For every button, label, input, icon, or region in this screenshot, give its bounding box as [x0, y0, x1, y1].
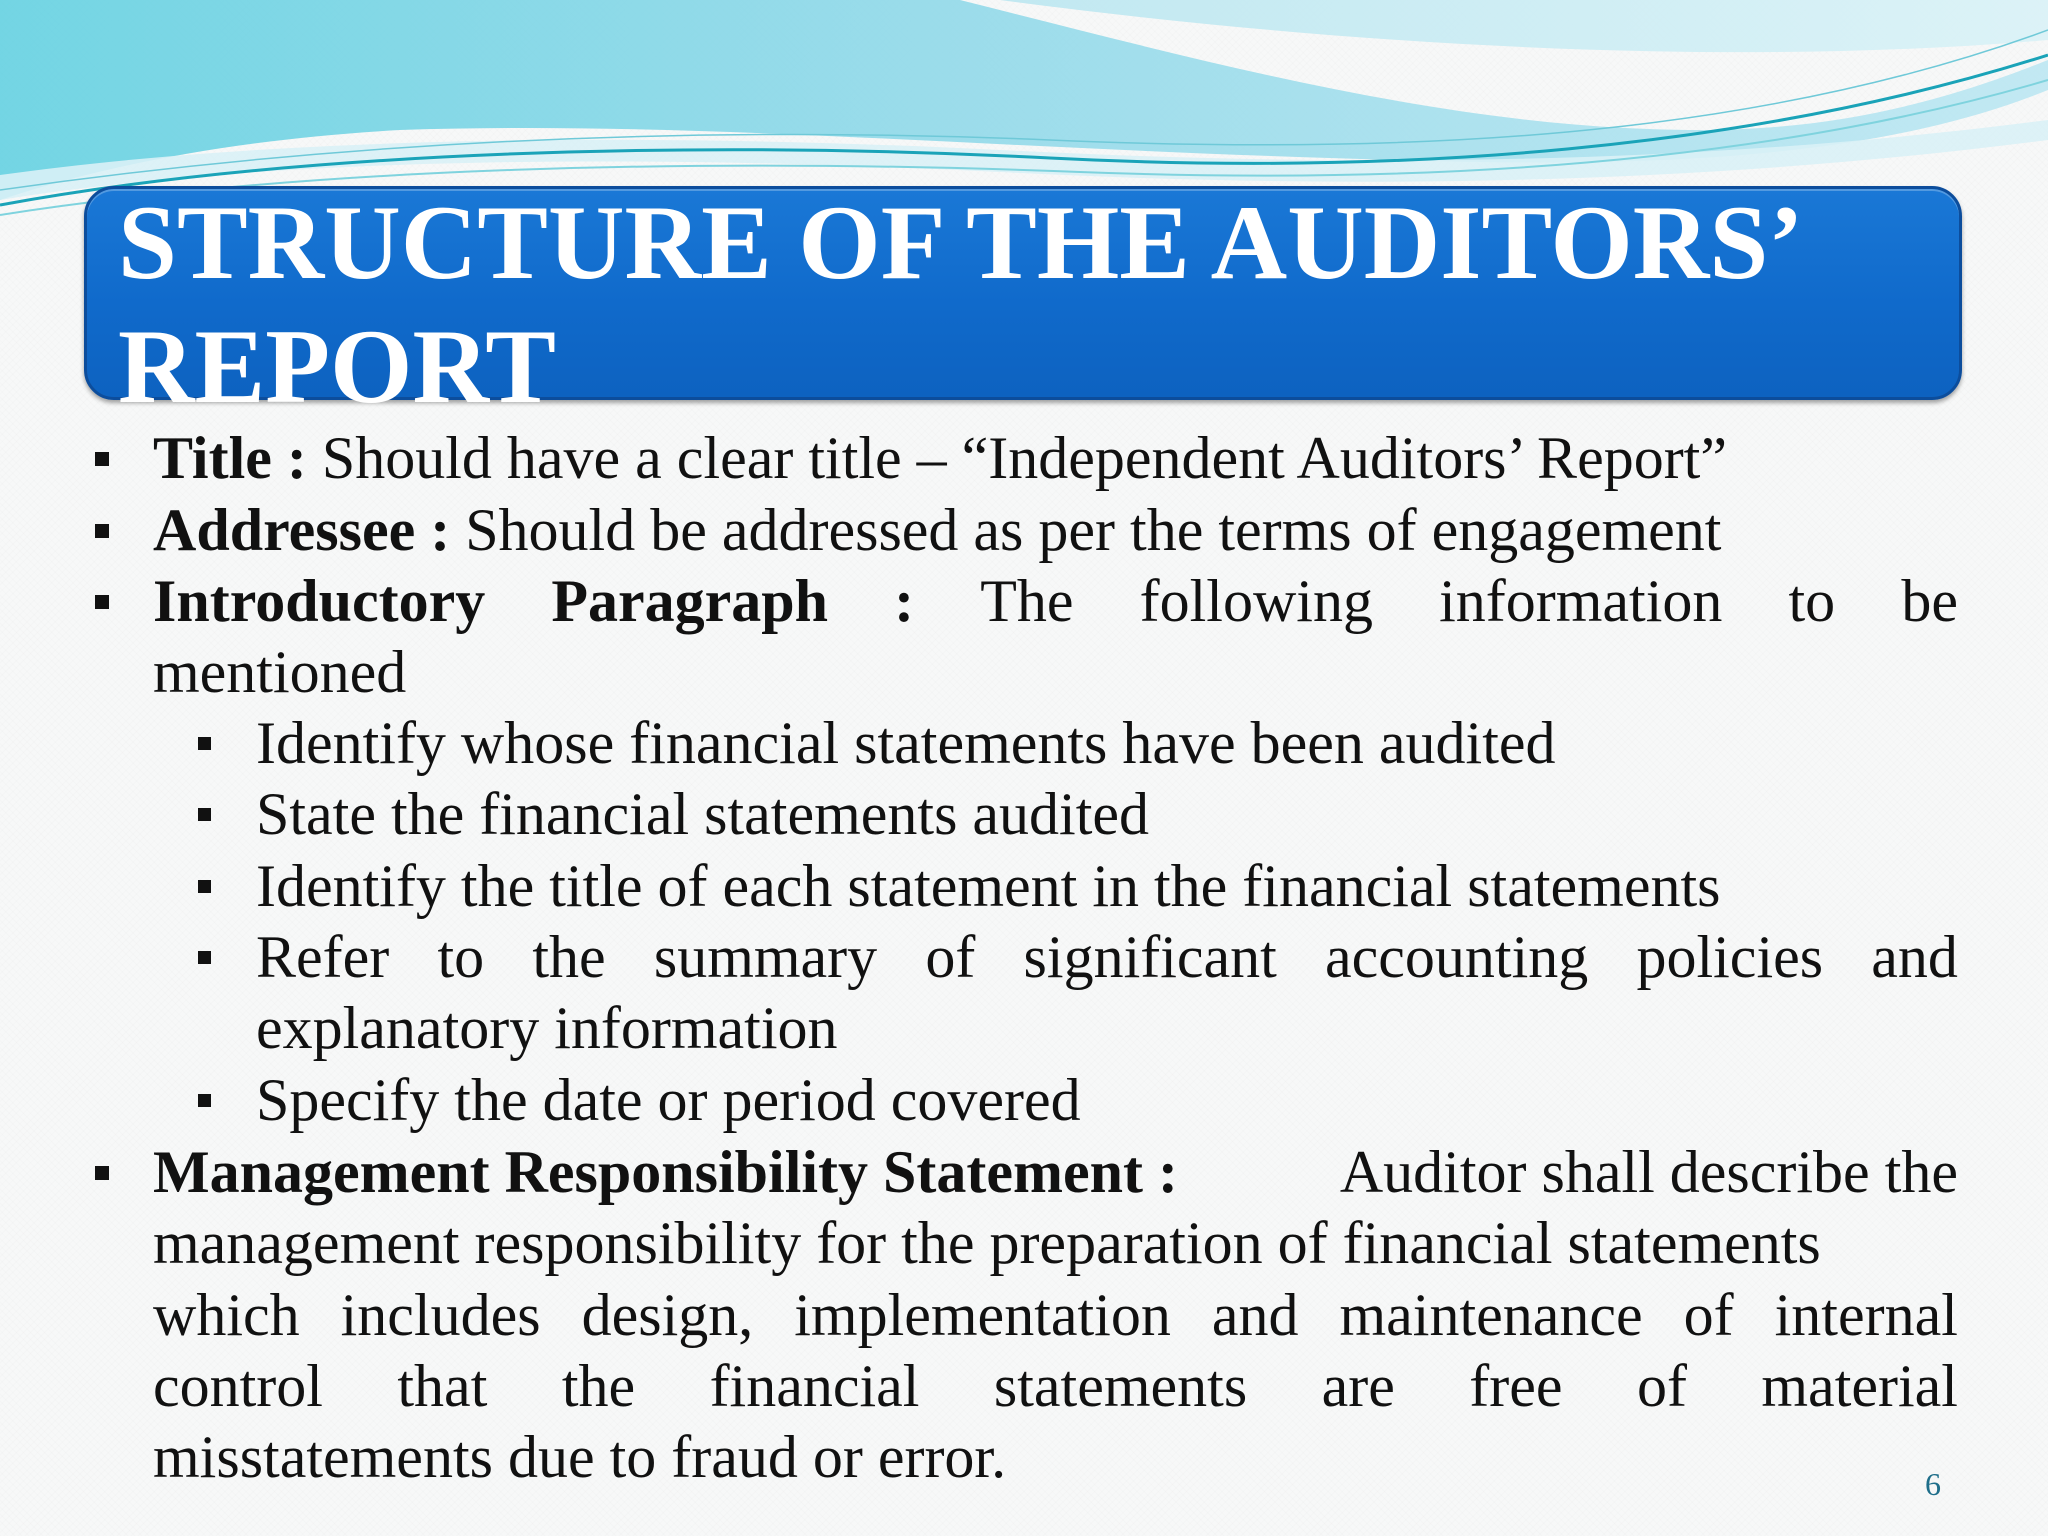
item-text: Identify whose financial statements have been audited	[256, 710, 1556, 776]
word: Refer	[256, 924, 390, 990]
bullet-square-icon	[95, 595, 109, 609]
word: the	[532, 924, 606, 990]
sub-bullet-square-icon	[198, 737, 211, 750]
item-text: Auditor shall describe the	[1339, 1139, 1958, 1205]
word: and	[1871, 924, 1958, 990]
word: Paragraph	[551, 568, 829, 634]
sub-bullet-square-icon	[198, 808, 211, 821]
bullet-square-icon	[95, 524, 109, 538]
list-item-management-line-4	[153, 1350, 1958, 1422]
list-item-addressee	[153, 494, 1958, 566]
list-item-management-line-5	[153, 1421, 1958, 1493]
word: to	[1788, 568, 1836, 634]
item-text: State the financial statements audited	[256, 781, 1150, 847]
item-label: Management Responsibility Statement :	[153, 1139, 1178, 1205]
word: following	[1139, 568, 1373, 634]
item-text: Should be addressed as per the terms of engagement	[465, 497, 1722, 563]
sub-item-identify-whose	[256, 707, 1958, 779]
word: information	[1439, 568, 1723, 634]
word: statements	[993, 1353, 1248, 1419]
sub-item-identify-title	[256, 850, 1958, 922]
title-line-2: REPORT	[118, 308, 556, 425]
word: which	[153, 1282, 300, 1348]
word: are	[1321, 1353, 1395, 1419]
word: maintenance	[1339, 1282, 1643, 1348]
sub-item-state-audited	[256, 778, 1958, 850]
word: :	[894, 568, 915, 634]
list-item-introductory-continuation	[153, 636, 1958, 708]
item-label: Addressee :	[153, 497, 451, 563]
word: material	[1761, 1353, 1958, 1419]
word: be	[1901, 568, 1958, 634]
word: Introductory	[153, 568, 486, 634]
page-number: 6	[1925, 1466, 1941, 1502]
bullet-square-icon	[95, 452, 109, 466]
item-text: Specify the date or period covered	[256, 1067, 1081, 1133]
word: policies	[1636, 924, 1824, 990]
word: the	[561, 1353, 636, 1419]
item-text: management responsibility for the preparation of financial statements	[153, 1210, 1821, 1276]
item-label: Title :	[153, 425, 307, 491]
sub-bullet-square-icon	[198, 880, 211, 893]
word: control	[153, 1353, 323, 1419]
sub-bullet-square-icon	[198, 951, 211, 964]
word: implementation	[794, 1282, 1171, 1348]
word: of	[925, 924, 976, 990]
word: includes	[340, 1282, 541, 1348]
word: The	[980, 568, 1074, 634]
word: of	[1636, 1353, 1687, 1419]
sub-item-specify-date	[256, 1064, 1958, 1136]
list-item-title	[153, 422, 1958, 494]
word: summary	[653, 924, 878, 990]
list-item-management-line-2	[153, 1207, 1958, 1279]
item-text: explanatory information	[256, 995, 838, 1061]
item-text: Identify the title of each statement in the financial statements	[256, 853, 1721, 919]
item-text: mentioned	[153, 639, 407, 705]
list-item-management	[153, 1136, 1958, 1208]
word: of	[1683, 1282, 1734, 1348]
word: to	[437, 924, 485, 990]
word: significant	[1023, 924, 1277, 990]
sub-item-refer-continuation	[256, 992, 1958, 1064]
word: internal	[1774, 1282, 1958, 1348]
word: design,	[581, 1282, 754, 1348]
word: and	[1211, 1282, 1299, 1348]
list-item-introductory	[153, 565, 1958, 637]
word: accounting	[1325, 924, 1589, 990]
sub-item-refer	[256, 921, 1958, 993]
word: that	[397, 1353, 488, 1419]
item-text: Should have a clear title – “Independent Auditors’ Report”	[321, 425, 1727, 491]
word: financial	[709, 1353, 920, 1419]
title-line-1: STRUCTURE OF THE AUDITORS’	[118, 184, 1804, 301]
sub-bullet-square-icon	[198, 1094, 211, 1107]
item-text: misstatements due to fraud or error.	[153, 1424, 1007, 1490]
list-item-management-line-3	[153, 1279, 1958, 1351]
bullet-square-icon	[95, 1166, 109, 1180]
word: free	[1469, 1353, 1563, 1419]
